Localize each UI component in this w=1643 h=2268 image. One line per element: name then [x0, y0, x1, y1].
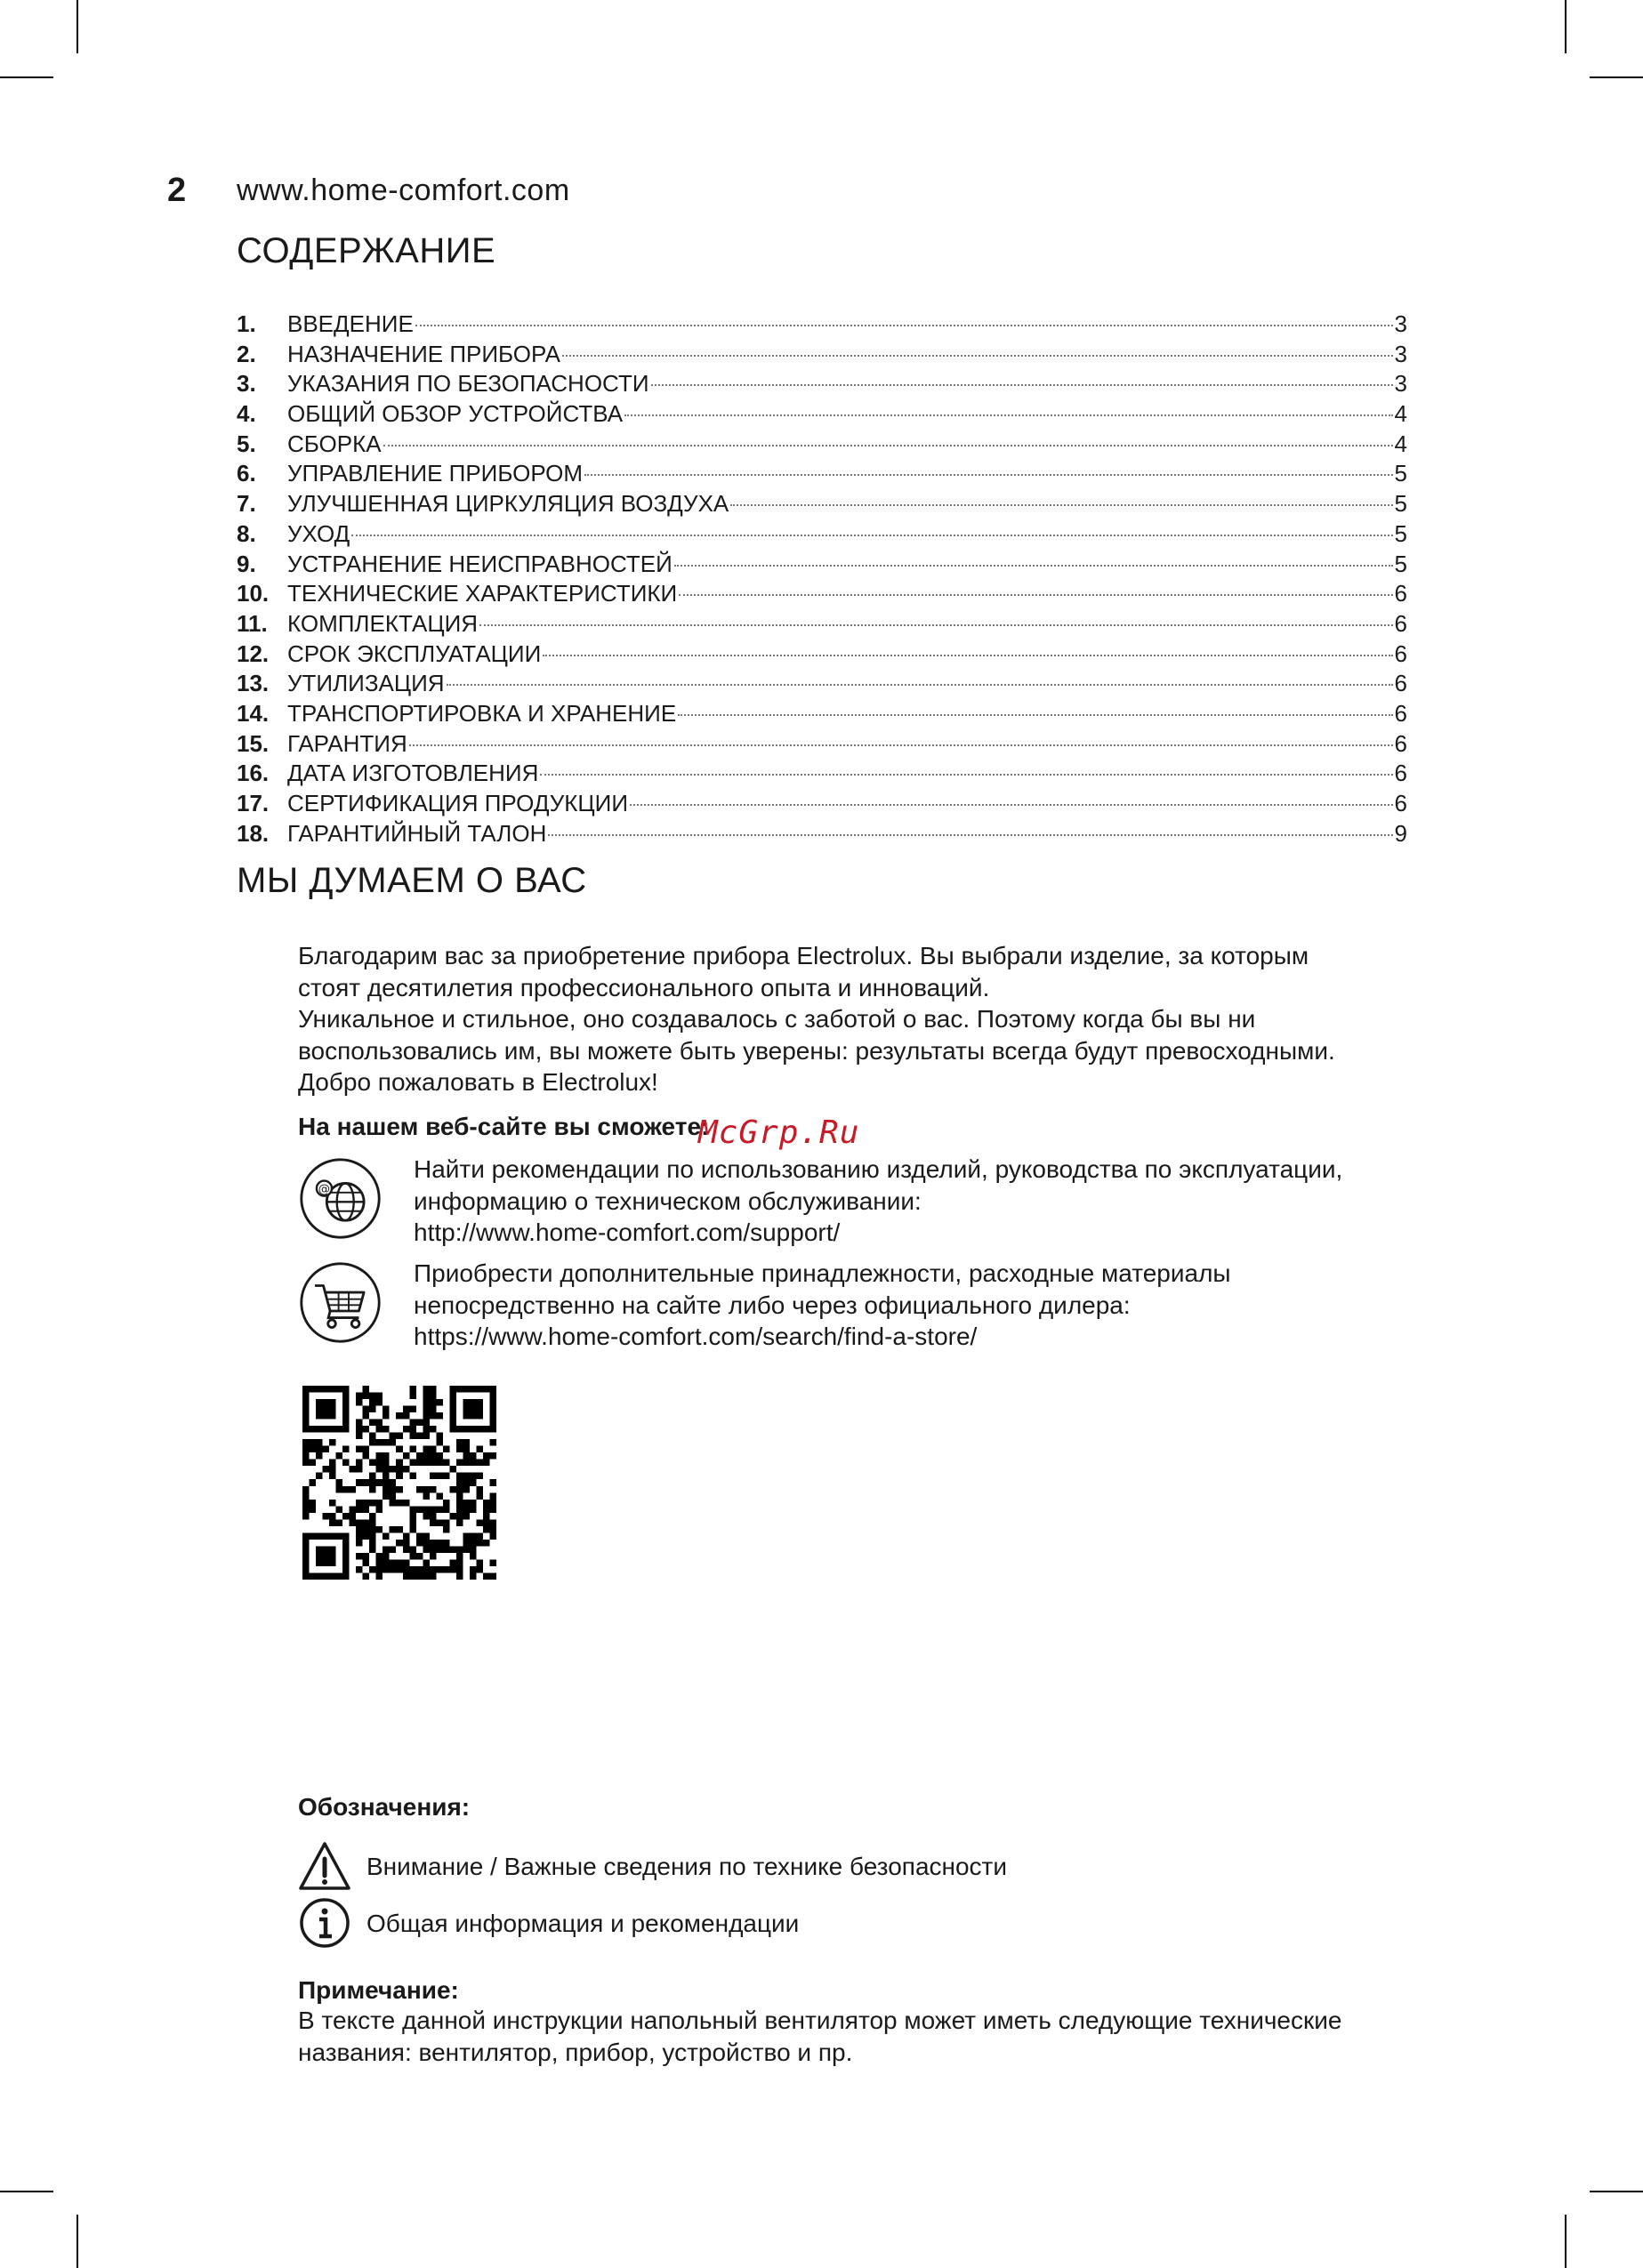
toc-entry-number: 11.: [237, 609, 268, 637]
toc-entry-page: 6: [1394, 670, 1407, 697]
svg-text:@: @: [318, 1182, 331, 1196]
toc-entry-page: 4: [1394, 400, 1407, 428]
watermark-text: McGrp.Ru: [698, 1114, 860, 1151]
toc-entry-title: КОМПЛЕКТАЦИЯ: [287, 609, 479, 637]
toc-entry-number: 5.: [237, 430, 256, 457]
table-of-contents: [237, 310, 1407, 848]
crop-mark: [1590, 2191, 1643, 2192]
toc-entry[interactable]: [237, 609, 1407, 639]
site-url[interactable]: www.home-comfort.com: [237, 173, 570, 207]
toc-leader-dots: [624, 414, 1392, 416]
toc-entry-page: 6: [1394, 639, 1407, 667]
crop-mark: [1565, 0, 1566, 53]
toc-leader-dots: [548, 834, 1392, 836]
toc-entry-page: 6: [1394, 729, 1407, 757]
warning-legend-text: Внимание / Важные сведения по технике безопасности: [366, 1853, 1008, 1880]
store-line: непосредственно на сайте либо через официального дилера:: [414, 1291, 1131, 1319]
toc-entry[interactable]: [237, 459, 1407, 489]
toc-leader-dots: [584, 474, 1393, 476]
toc-entry-number: 8.: [237, 519, 256, 547]
toc-leader-dots: [651, 384, 1393, 386]
toc-entry-number: 2.: [237, 340, 256, 367]
toc-leader-dots: [630, 804, 1393, 806]
toc-entry-page: 6: [1394, 790, 1407, 816]
toc-entry-title: УХОД: [287, 519, 350, 547]
toc-entry-title: УСТРАНЕНИЕ НЕИСПРАВНОСТЕЙ: [287, 550, 673, 577]
toc-entry-number: 16.: [237, 760, 270, 787]
support-line: Найти рекомендации по использованию изделий, руководства по эксплуатации,: [414, 1155, 1343, 1183]
toc-entry[interactable]: [237, 340, 1407, 370]
toc-entry[interactable]: [237, 310, 1407, 340]
support-text: [414, 1154, 1481, 1249]
toc-entry-title: ОБЩИЙ ОБЗОР УСТРОЙСТВА: [287, 400, 624, 428]
store-url-link[interactable]: https://www.home-comfort.com/search/find-a-store/: [414, 1323, 978, 1350]
toc-entry-number: 12.: [237, 639, 270, 667]
toc-entry-number: 14.: [237, 699, 270, 727]
toc-entry[interactable]: [237, 369, 1407, 399]
toc-entry-number: 10.: [237, 580, 270, 607]
toc-entry-title: ГАРАНТИЯ: [287, 729, 407, 757]
toc-entry-page: 9: [1394, 819, 1407, 847]
toc-entry-title: ТЕХНИЧЕСКИЕ ХАРАКТЕРИСТИКИ: [287, 580, 678, 607]
toc-entry[interactable]: [237, 669, 1407, 699]
crop-mark: [1565, 2215, 1566, 2268]
toc-entry-page: 3: [1394, 370, 1407, 398]
crop-mark: [77, 2215, 78, 2268]
intro-line: Уникальное и стильное, оно создавалось с заботой о вас. Поэтому когда бы вы ни: [298, 1005, 1256, 1033]
toc-entry[interactable]: [237, 819, 1407, 849]
toc-leader-dots: [447, 684, 1393, 686]
crop-mark: [0, 2191, 53, 2192]
toc-entry-title: НАЗНАЧЕНИЕ ПРИБОРА: [287, 340, 560, 367]
toc-entry[interactable]: [237, 729, 1407, 760]
toc-entry[interactable]: [237, 699, 1407, 729]
globe-at-icon: [298, 1156, 383, 1241]
toc-entry[interactable]: [237, 430, 1407, 460]
toc-entry-page: 3: [1394, 340, 1407, 367]
warning-icon: [298, 1839, 351, 1893]
toc-entry-title: УПРАВЛЕНИЕ ПРИБОРОМ: [287, 460, 583, 487]
toc-leader-dots: [383, 445, 1393, 446]
toc-leader-dots: [678, 714, 1392, 716]
intro-line: Добро пожаловать в Electrolux!: [298, 1068, 658, 1096]
support-line: информацию о техническом обслуживании:: [414, 1186, 922, 1215]
intro-line: стоят десятилетия профессионального опыта и инноваций.: [298, 973, 990, 1001]
toc-entry-number: 15.: [237, 729, 270, 757]
toc-entry[interactable]: [237, 579, 1407, 609]
toc-entry[interactable]: [237, 550, 1407, 580]
toc-entry-number: 4.: [237, 400, 256, 428]
toc-entry-title: СЕРТИФИКАЦИЯ ПРОДУКЦИИ: [287, 790, 629, 816]
intro-heading: МЫ ДУМАЕМ О ВАС: [237, 861, 587, 900]
info-icon: [298, 1896, 351, 1950]
intro-line: Благодарим вас за приобретение прибора Electrolux. Вы выбрали изделие, за которым: [298, 942, 1309, 969]
toc-entry-page: 5: [1394, 490, 1407, 518]
store-line: Приобрести дополнительные принадлежности, расходные материалы: [414, 1259, 1231, 1287]
toc-entry-title: СРОК ЭКСПЛУАТАЦИИ: [287, 639, 542, 667]
note-text: [298, 2005, 1481, 2068]
toc-entry-number: 18.: [237, 819, 270, 847]
note-line: названия: вентилятор, прибор, устройство и пр.: [298, 2038, 853, 2066]
toc-leader-dots: [543, 655, 1392, 656]
toc-entry-title: УЛУЧШЕННАЯ ЦИРКУЛЯЦИЯ ВОЗДУХА: [287, 490, 729, 518]
toc-entry-number: 3.: [237, 370, 256, 398]
toc-entry-page: 5: [1394, 519, 1407, 547]
intro-line: воспользовались им, вы можете быть уверены: результаты всегда будут превосходными.: [298, 1036, 1335, 1065]
toc-entry[interactable]: [237, 639, 1407, 670]
toc-leader-dots: [409, 744, 1393, 746]
page-number: 2: [167, 172, 187, 209]
toc-entry-title: УТИЛИЗАЦИЯ: [287, 670, 445, 697]
toc-entry-title: УКАЗАНИЯ ПО БЕЗОПАСНОСТИ: [287, 370, 649, 398]
toc-entry-number: 7.: [237, 490, 256, 518]
toc-entry-page: 6: [1394, 609, 1407, 637]
crop-mark: [1590, 76, 1643, 78]
toc-entry[interactable]: [237, 519, 1407, 550]
toc-leader-dots: [674, 565, 1393, 567]
toc-leader-dots: [479, 624, 1393, 626]
toc-entry[interactable]: [237, 759, 1407, 789]
toc-entry-page: 4: [1394, 430, 1407, 457]
toc-entry-number: 9.: [237, 550, 256, 577]
support-url-link[interactable]: http://www.home-comfort.com/support/: [414, 1218, 841, 1246]
toc-entry-title: ДАТА ИЗГОТОВЛЕНИЯ: [287, 760, 539, 787]
toc-leader-dots: [540, 774, 1392, 776]
toc-entry[interactable]: [237, 789, 1407, 819]
toc-entry-page: 5: [1394, 550, 1407, 577]
legend-heading: Обозначения:: [298, 1793, 471, 1821]
toc-entry-page: 5: [1394, 460, 1407, 487]
toc-entry[interactable]: [237, 399, 1407, 430]
toc-entry-number: 17.: [237, 790, 270, 816]
toc-heading: СОДЕРЖАНИЕ: [237, 231, 496, 270]
note-heading: Примечание:: [298, 1976, 459, 2004]
crop-mark: [0, 76, 53, 78]
note-line: В тексте данной инструкции напольный вентилятор может иметь следующие технические: [298, 2007, 1342, 2034]
toc-leader-dots: [415, 325, 1393, 326]
toc-entry[interactable]: [237, 489, 1407, 519]
store-text: [414, 1258, 1481, 1353]
toc-entry-title: СБОРКА: [287, 430, 382, 457]
website-label: На нашем веб-сайте вы сможете:: [298, 1113, 710, 1140]
toc-leader-dots: [562, 355, 1393, 357]
shopping-cart-icon: [298, 1260, 383, 1345]
toc-entry-page: 6: [1394, 699, 1407, 727]
toc-leader-dots: [679, 594, 1392, 596]
toc-entry-number: 1.: [237, 310, 256, 337]
toc-entry-number: 13.: [237, 670, 270, 697]
toc-leader-dots: [730, 504, 1392, 506]
toc-entry-title: ВВЕДЕНИЕ: [287, 310, 414, 337]
qr-code[interactable]: [302, 1386, 496, 1580]
toc-entry-page: 6: [1394, 760, 1407, 787]
intro-paragraph: [298, 940, 1481, 1098]
toc-entry-title: ТРАНСПОРТИРОВКА И ХРАНЕНИЕ: [287, 699, 677, 727]
info-legend-text: Общая информация и рекомендации: [366, 1910, 800, 1937]
toc-entry-number: 6.: [237, 460, 256, 487]
toc-entry-title: ГАРАНТИЙНЫЙ ТАЛОН: [287, 819, 547, 847]
crop-mark: [77, 0, 78, 53]
toc-entry-page: 3: [1394, 310, 1407, 337]
toc-entry-page: 6: [1394, 580, 1407, 607]
toc-leader-dots: [351, 535, 1392, 536]
